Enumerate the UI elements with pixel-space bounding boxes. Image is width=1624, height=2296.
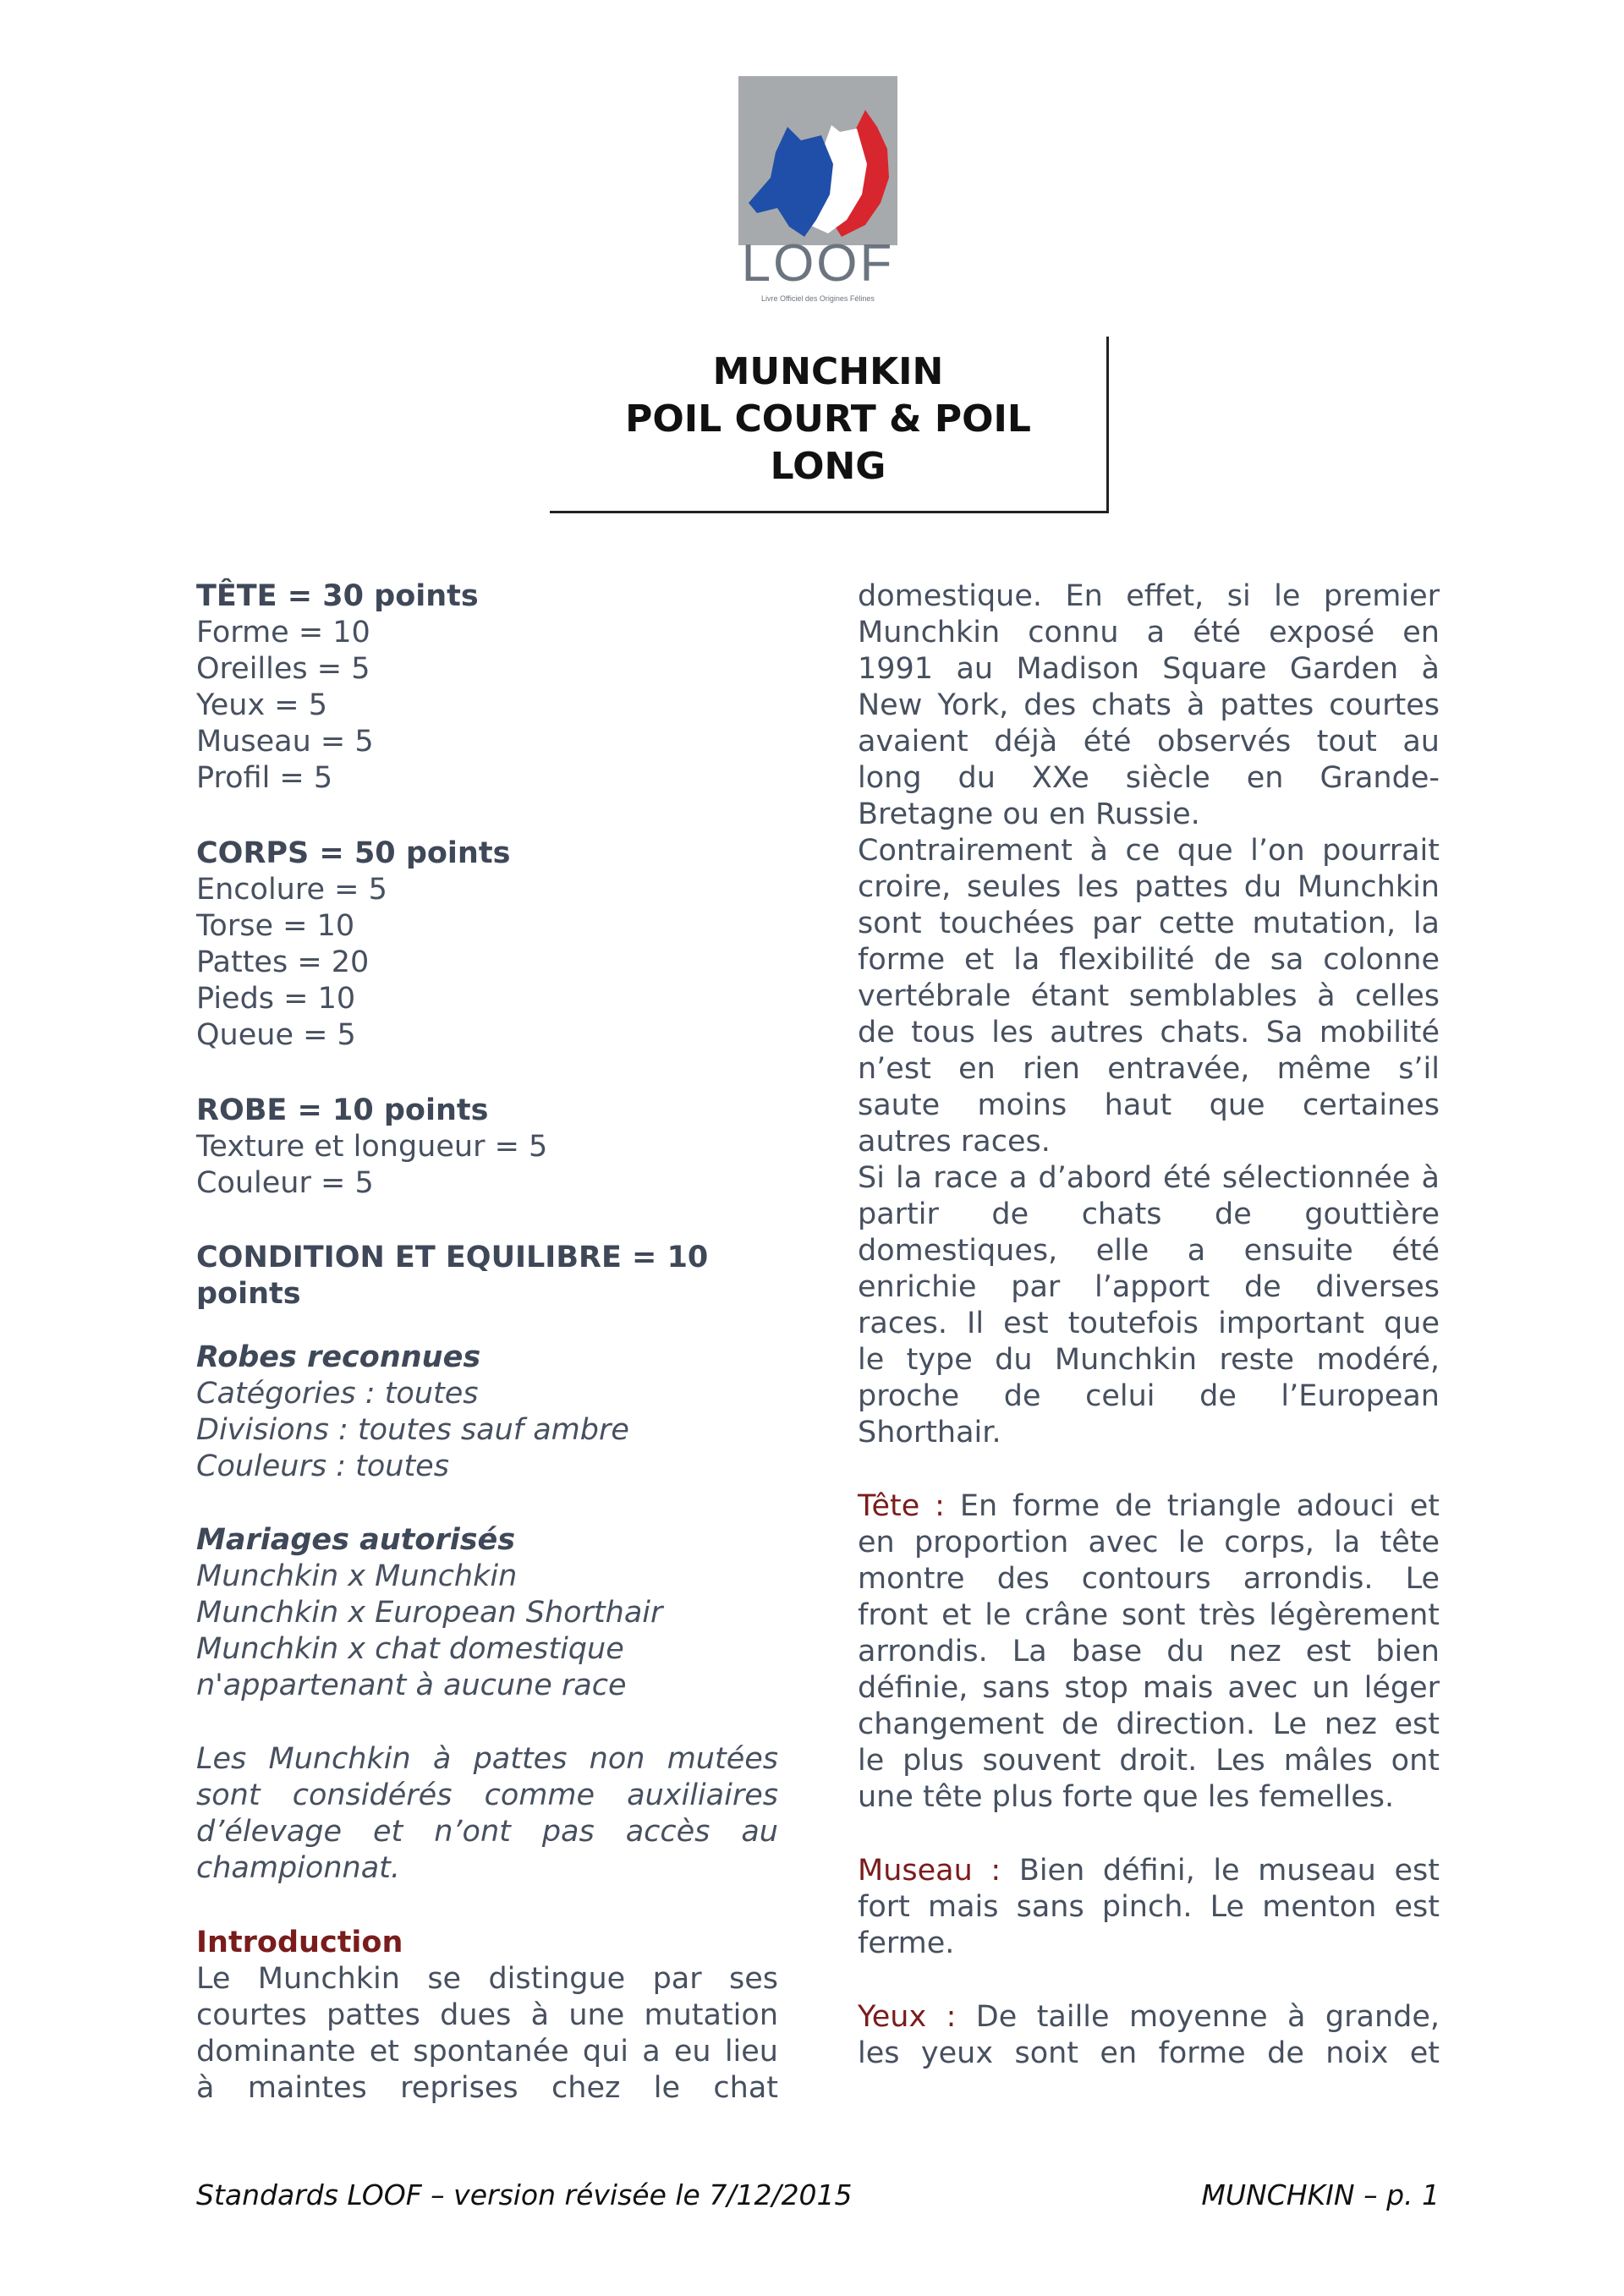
museau-desc-line: ferme. <box>858 1926 955 1960</box>
tete-desc-first-line <box>858 1488 1440 1525</box>
robes-item: Couleurs : toutes <box>196 1449 449 1483</box>
score-item: Yeux = 5 <box>196 688 328 722</box>
tete-desc-line: arrondis. La base du nez est bien <box>858 1635 1440 1669</box>
intro-line: autres races. <box>858 1125 1051 1159</box>
intro-line: croire, seules les pattes du Munchkin <box>858 870 1440 904</box>
note-line: championnat. <box>196 1851 400 1885</box>
robe-score-heading: ROBE = 10 points <box>196 1093 489 1127</box>
score-item: Museau = 5 <box>196 725 374 759</box>
yeux-desc-label: Yeux : <box>858 2000 957 2034</box>
intro-line: long du XXe siècle en Grande- <box>858 761 1440 795</box>
intro-line: vertébrale étant semblables à celles <box>858 979 1440 1013</box>
intro-line: proche de celui de l’European <box>858 1379 1440 1413</box>
intro-line: enrichie par l’apport de diverses <box>858 1270 1440 1304</box>
tete-desc-line: définie, sans stop mais avec un léger <box>858 1671 1440 1705</box>
mariages-item: Munchkin x Munchkin <box>196 1559 518 1593</box>
condition-score-heading: CONDITION ET EQUILIBRE = 10 <box>196 1241 709 1274</box>
condition-score-heading-cont: points <box>196 1277 301 1311</box>
museau-desc-label: Museau : <box>858 1854 1001 1888</box>
museau-desc-first-line <box>858 1853 1440 1889</box>
intro-line: Si la race a d’abord été sélectionnée à <box>858 1161 1440 1195</box>
tete-desc-line: front et le crâne sont très légèrement <box>858 1598 1440 1632</box>
intro-line: domestique. En effet, si le premier <box>858 579 1440 613</box>
score-item: Forme = 10 <box>196 616 370 649</box>
intro-line: avaient déjà été observés tout au <box>858 725 1440 759</box>
intro-line: Le Munchkin se distingue par ses <box>196 1962 778 1996</box>
score-item: Torse = 10 <box>196 909 355 943</box>
corps-score-heading: CORPS = 50 points <box>196 836 511 870</box>
intro-line: le type du Munchkin reste modéré, <box>858 1343 1440 1377</box>
note-line: d’élevage et n’ont pas accès au <box>196 1815 778 1849</box>
page-title-line1: MUNCHKIN <box>712 350 944 393</box>
score-item: Pieds = 10 <box>196 982 356 1016</box>
intro-line: races. Il est toutefois important que <box>858 1307 1440 1340</box>
museau-desc-line: fort mais sans pinch. Le menton est <box>858 1890 1440 1924</box>
mariages-heading: Mariages autorisés <box>196 1523 516 1557</box>
tete-desc-line: en proportion avec le corps, la tête <box>858 1526 1440 1559</box>
intro-line: à maintes reprises chez le chat <box>196 2071 778 2105</box>
page-title-line3: LONG <box>770 445 886 488</box>
robes-item: Catégories : toutes <box>196 1377 479 1411</box>
intro-line: domestiques, elle a ensuite été <box>858 1234 1440 1268</box>
yeux-desc-line: les yeux sont en forme de noix et <box>858 2036 1440 2070</box>
intro-line: 1991 au Madison Square Garden à <box>858 652 1440 686</box>
tete-desc-line: changement de direction. Le nez est <box>858 1707 1440 1741</box>
intro-line: saute moins haut que certaines <box>858 1088 1440 1122</box>
score-item: Oreilles = 5 <box>196 652 370 686</box>
intro-line: Munchkin connu a été exposé en <box>858 616 1440 649</box>
score-item: Pattes = 20 <box>196 945 370 979</box>
intro-line: n’est en rien entravée, même s’il <box>858 1052 1440 1086</box>
intro-line: de tous les autres chats. Sa mobilité <box>858 1016 1440 1049</box>
note-line: sont considérés comme auxiliaires <box>196 1778 778 1812</box>
intro-line: Contrairement à ce que l’on pourrait <box>858 834 1440 868</box>
cat-silhouettes-icon <box>738 76 897 245</box>
mariages-item: n'appartenant à aucune race <box>196 1669 627 1702</box>
tete-desc-line: montre des contours arrondis. Le <box>858 1562 1440 1596</box>
intro-line: Bretagne ou en Russie. <box>858 797 1200 831</box>
introduction-heading: Introduction <box>196 1926 403 1959</box>
intro-line: partir de chats de gouttière <box>858 1197 1440 1231</box>
yeux-desc-first-line <box>858 1999 1440 2036</box>
museau-desc-text: Bien défini, le museau est <box>1018 1854 1440 1888</box>
loof-logo <box>738 76 897 310</box>
footer-right: MUNCHKIN – p. 1 <box>1201 2178 1440 2211</box>
tete-desc-text: En forme de triangle adouci et <box>959 1489 1440 1523</box>
tete-desc-label: Tête : <box>858 1489 945 1523</box>
yeux-desc-text: De taille moyenne à grande, <box>975 2000 1440 2034</box>
score-item: Encolure = 5 <box>196 873 387 907</box>
page-title-line2: POIL COURT & POIL <box>625 397 1031 441</box>
tete-score-heading: TÊTE = 30 points <box>196 579 479 613</box>
footer-left: Standards LOOF – version révisée le 7/12/2015 <box>196 2178 853 2211</box>
intro-line: dominante et spontanée qui a eu lieu <box>196 2035 778 2069</box>
intro-line: Shorthair. <box>858 1416 1001 1449</box>
mariages-item: Munchkin x chat domestique <box>196 1632 624 1666</box>
intro-line: New York, des chats à pattes courtes <box>858 688 1440 722</box>
intro-line: forme et la flexibilité de sa colonne <box>858 943 1440 977</box>
score-item: Profil = 5 <box>196 761 333 795</box>
note-line: Les Munchkin à pattes non mutées <box>196 1742 778 1776</box>
score-item: Couleur = 5 <box>196 1166 374 1200</box>
mariages-item: Munchkin x European Shorthair <box>196 1596 663 1630</box>
score-item: Texture et longueur = 5 <box>196 1130 548 1164</box>
tete-desc-line: le plus souvent droit. Les mâles ont <box>858 1744 1440 1778</box>
robes-item: Divisions : toutes sauf ambre <box>196 1413 629 1447</box>
tete-desc-line: une tête plus forte que les femelles. <box>858 1780 1395 1814</box>
logo-text: LOOF <box>741 234 895 293</box>
score-item: Queue = 5 <box>196 1018 356 1052</box>
intro-line: sont touchées par cette mutation, la <box>858 907 1440 940</box>
robes-reconnues-heading: Robes reconnues <box>196 1340 481 1374</box>
logo-subtitle: Livre Officiel des Origines Félines <box>761 294 875 303</box>
intro-line: courtes pattes dues à une mutation <box>196 1998 778 2032</box>
